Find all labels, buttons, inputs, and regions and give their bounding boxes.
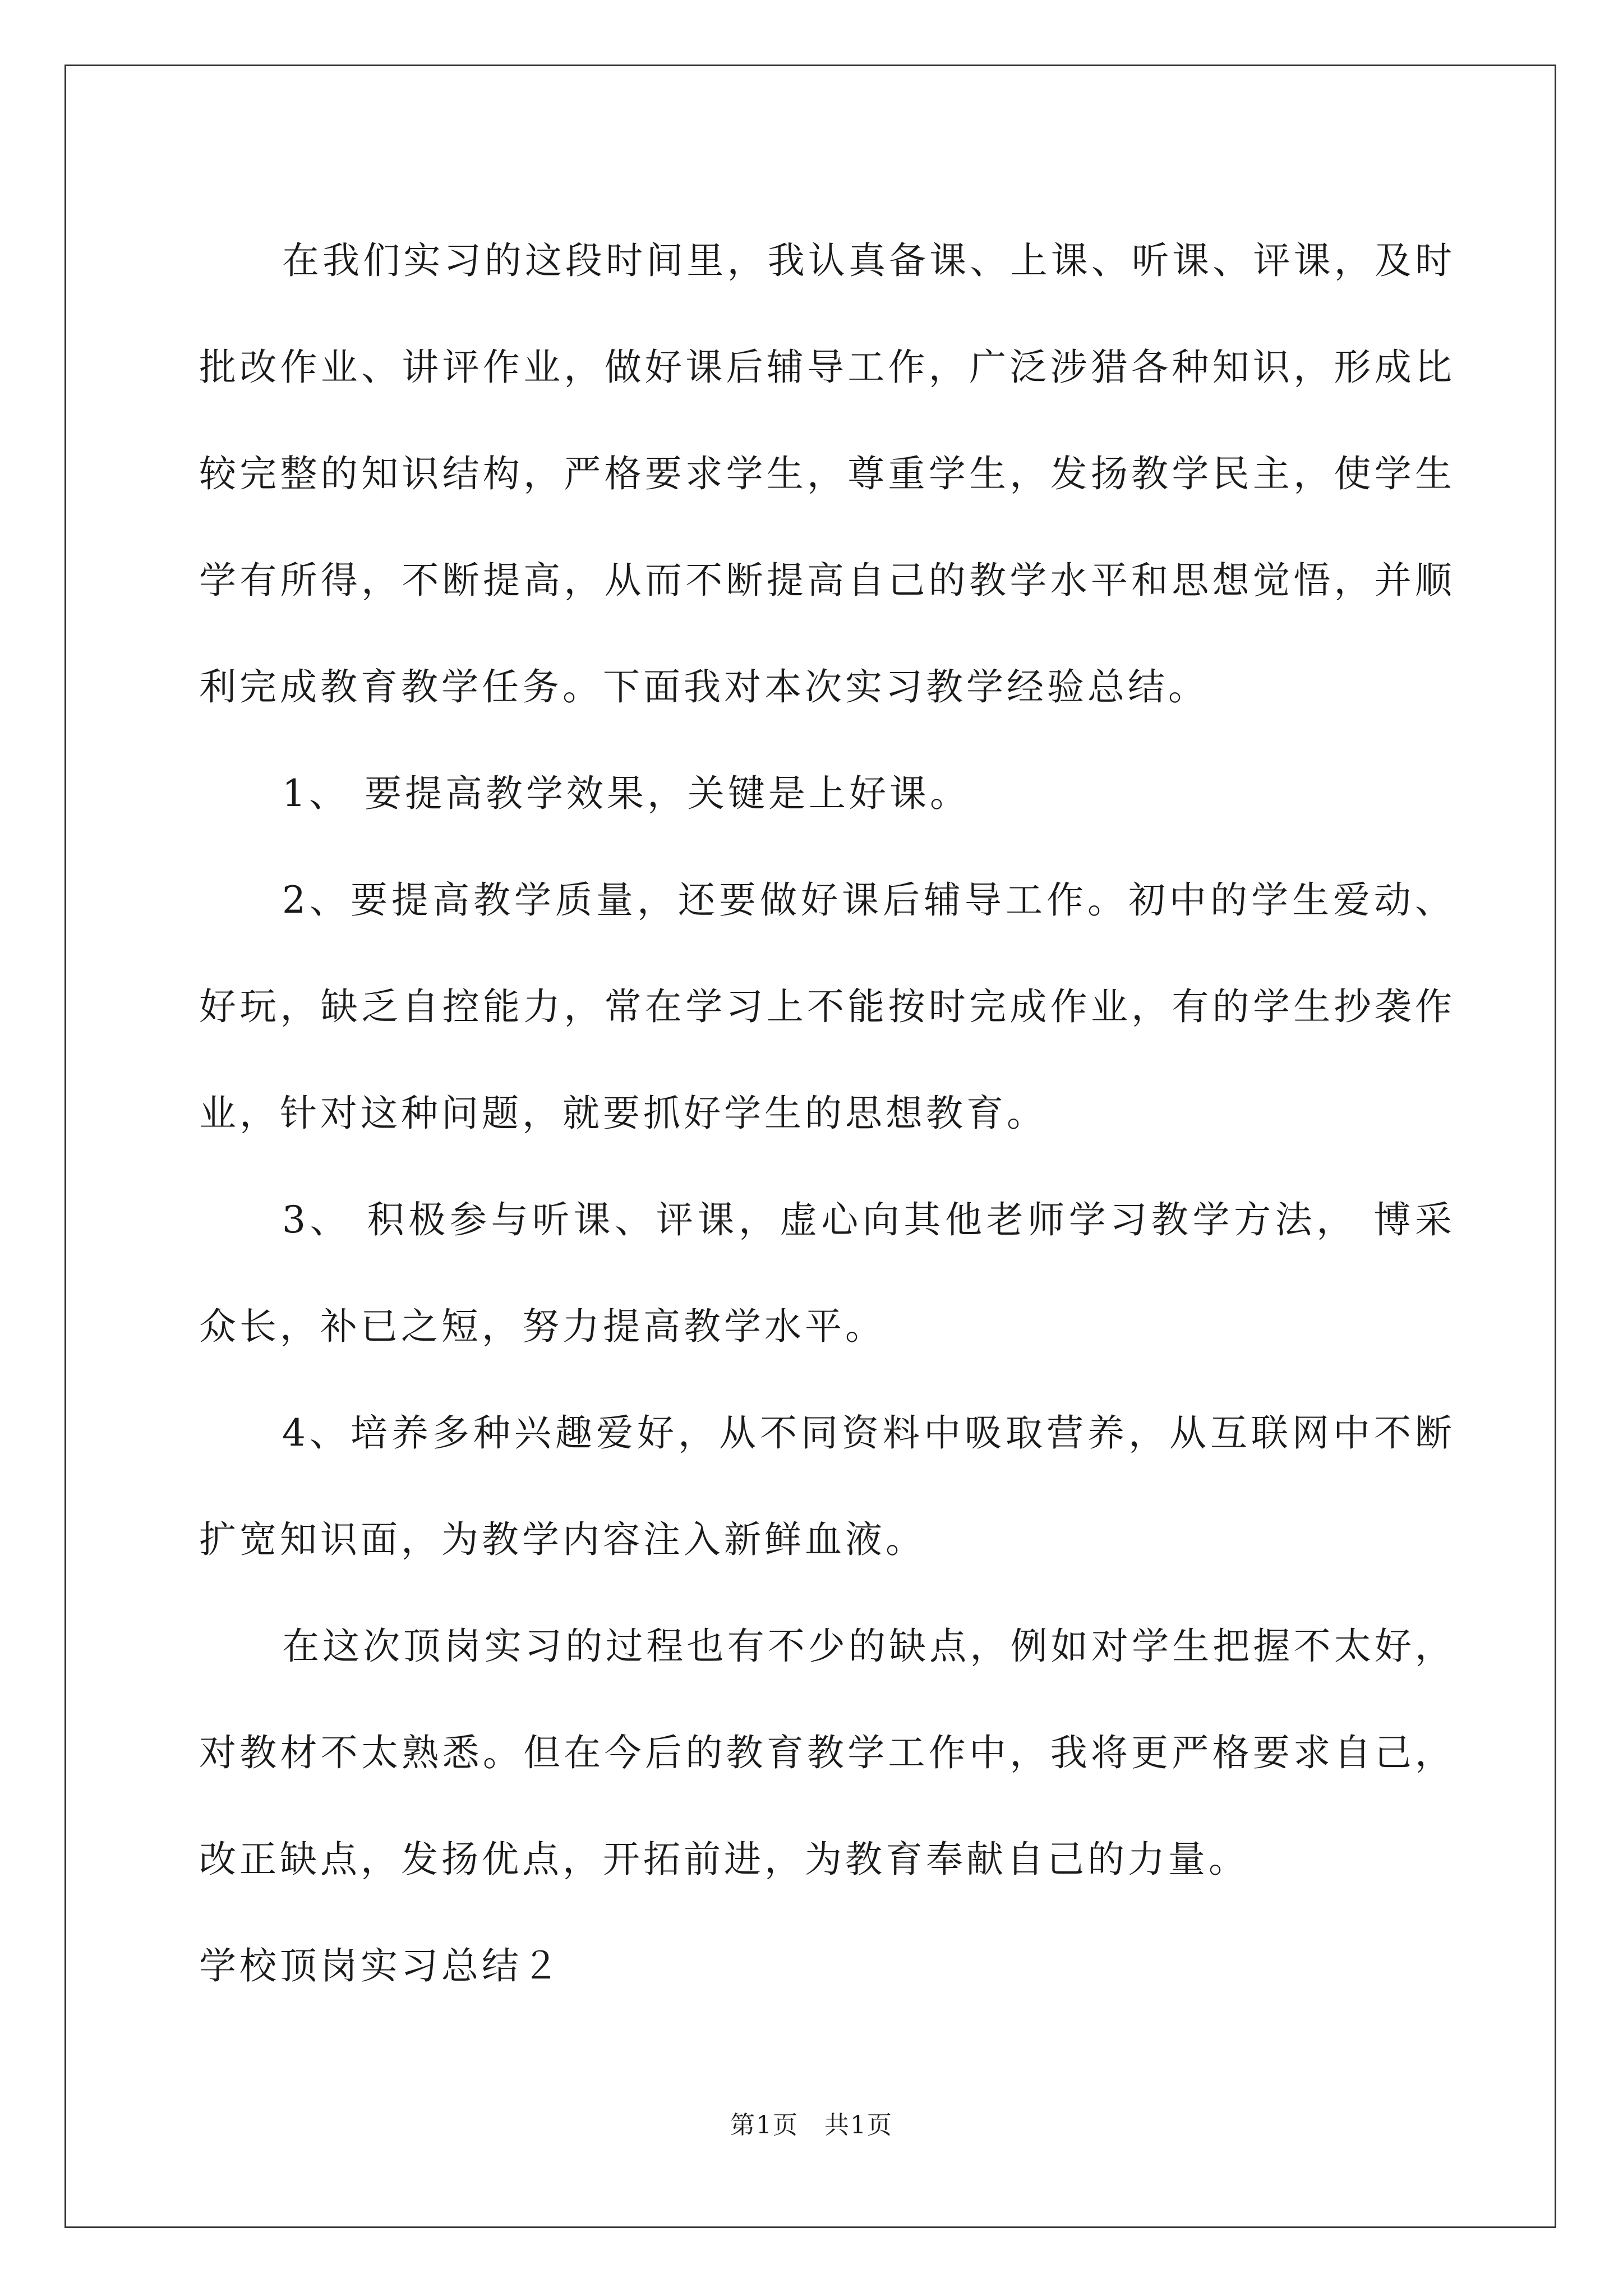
paragraph-item-1: 1、 要提高教学效果，关键是上好课。	[282, 772, 970, 815]
page-footer: 第1页 共1页	[730, 2111, 893, 2139]
paragraph-item-2: 2、要提高教学质量，还要做好课后辅导工作。初中的学生爱动、好玩，缺乏自控能力，常在学习上不能按时完成作业，有的学生抄袭作业，针对这种问题，就要抓好学生的思想教育。	[199, 878, 1455, 1135]
paragraph-item-3: 3、 积极参与听课、评课，虚心向其他老师学习教学方法， 博采众长，补已之短，努力提高教学水平。	[199, 1198, 1455, 1348]
paragraph-intro: 在我们实习的这段时间里，我认真备课、上课、听课、评课，及时批改作业、讲评作业，做好课后辅导工作，广泛涉猎各种知识，形成比较完整的知识结构，严格要求学生，尊重学生，发扬教学民主，使学生学有所得，不断提高，从而不断提高自己的教学水平和思想觉悟，并顺利完成教育教学任务。下面我对本次实习教学经验总结。	[199, 239, 1455, 708]
paragraph-item-4: 4、培养多种兴趣爱好，从不同资料中吸取营养，从互联网中不断扩宽知识面，为教学内容注入新鲜血液。	[199, 1411, 1455, 1561]
paragraph-conclusion: 在这次顶岗实习的过程也有不少的缺点，例如对学生把握不太好，对教材不太熟悉。但在今后的教育教学工作中，我将更严格要求自己，改正缺点，发扬优点，开拓前进，为教育奉献自己的力量。	[199, 1625, 1455, 1881]
section-heading: 学校顶岗实习总结２	[199, 1944, 562, 1987]
document-body	[199, 208, 1455, 2019]
